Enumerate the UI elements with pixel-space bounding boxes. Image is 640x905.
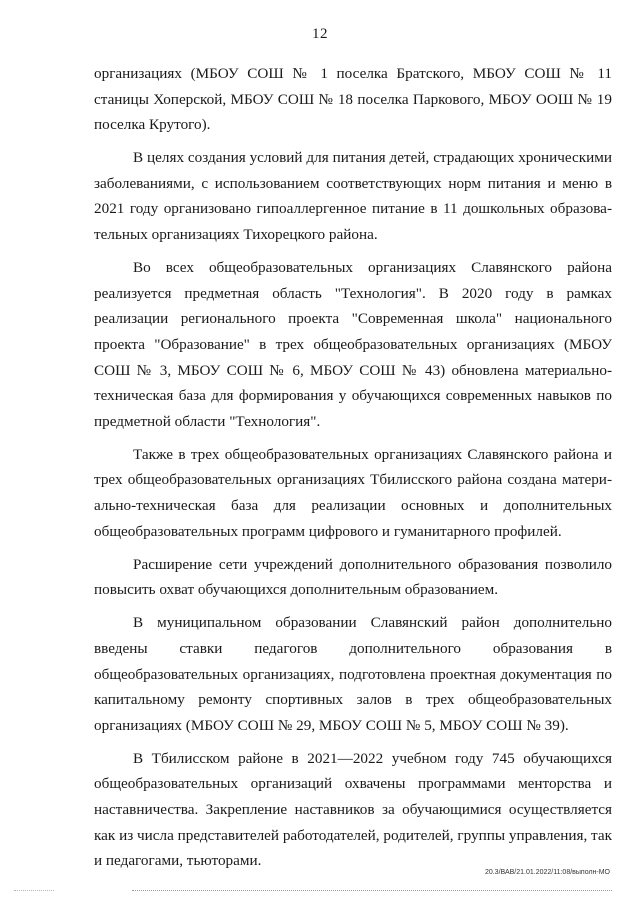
page-number: 12 [312, 26, 328, 42]
footer-divider [132, 890, 612, 891]
paragraph-continued: организациях (МБОУ СОШ № 1 поселка Братского, МБОУ СОШ № 11 станицы Хоперской, МБОУ СОШ № 18 поселка Паркового, МБОУ ООШ № 19 поселка Крутого). [94, 65, 612, 134]
paragraph-technology: Во всех общеобразовательных организациях Славянского района реализуется предметная область "Технология". В 2020 году в рамках реализации регионального проекта "Современная школа" национального проекта "Образование" в трех общеобразовательных организациях (МБОУ СОШ № 3, МБОУ СОШ № 6, МБОУ СОШ № 43) обновлена материально-техническая база для формирования у обучающихся современных навыков по предметной области "Технология". [94, 259, 612, 430]
paragraph-material-base: Также в трех общеобразовательных организациях Славянского района и трех общеобразовательных организациях Тбилисского района создана материально-техническая база для реализации основных и дополнительных общеобразовательных программ цифрового и гуманитарного профилей. [94, 445, 612, 540]
paragraph-nutrition: В целях создания условий для питания детей, страдающих хроническими заболеваниями, с использованием соответствующих норм питания и меню в 2021 году организовано гипоаллергенное питание в 11 дошкольных образовательных организациях Тихорецкого района. [94, 149, 612, 244]
footer-divider-left [14, 890, 54, 891]
document-footer-code: 20.3/ВАВ/21.01.2022/11:08/выполн-МО [484, 869, 610, 876]
paragraph-mentoring: В Тбилисском районе в 2021—2022 учебном году 745 обучающихся общеобразовательных организаций охвачены программами менторства и наставничества. Закрепление наставников за обучающимися осуществляется как из числа представителей работодателей, родителей, группы управления, так и педагогами, тьюторами. [94, 749, 612, 870]
paragraph-slavyansk: В муниципальном образовании Славянский район дополнительно введены ставки педагогов дополнительного образования в общеобразовательных организациях, подготовлена проектная документация по капитальному ремонту спортивных залов в трех общеобразовательных организациях (МБОУ СОШ № 29, МБОУ СОШ № 5, МБОУ СОШ № 39). [94, 614, 612, 734]
document-body [94, 61, 612, 881]
paragraph-extra-education: Расширение сети учреждений дополнительного образования позволило повысить охват обучающихся дополнительным образованием. [94, 555, 612, 599]
